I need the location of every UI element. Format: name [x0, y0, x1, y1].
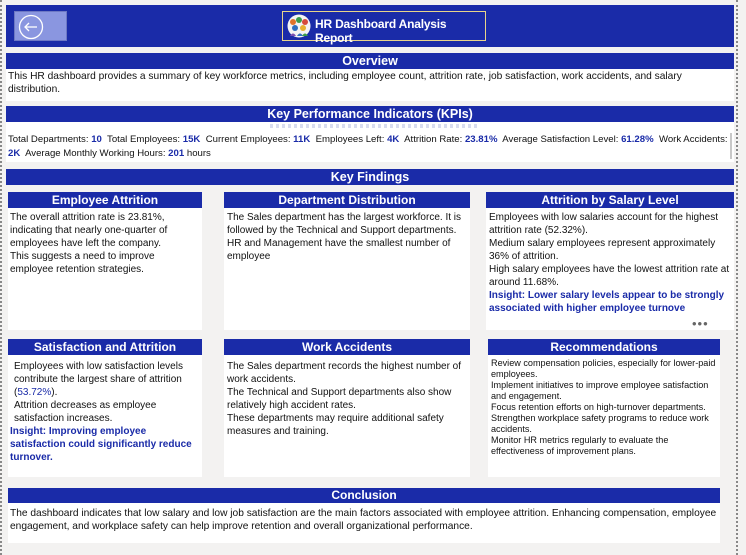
insight-text: Insight: Lower salary levels appear to be strongly associated with higher employee turnove [489, 290, 725, 314]
card-paragraph: Employees with low salaries account for the highest attrition rate (52.32%). [489, 212, 719, 236]
card-paragraph: The Sales department has the largest workforce. It is followed by the Technical and Support departments. [227, 212, 461, 236]
kpi-label: Attrition Rate: [404, 134, 463, 145]
overview-heading: Overview [6, 53, 734, 69]
card-paragraph: These departments may require additional safety measures and training. [227, 413, 444, 437]
card-body [227, 211, 467, 263]
kpi-heading: Key Performance Indicators (KPIs) [6, 106, 734, 122]
kpi-label: Employees Left: [315, 134, 385, 145]
kpi-value: 201 [168, 148, 185, 159]
card-department-distribution [224, 192, 470, 330]
recommendation-item: Review compensation policies, especially for lower-paid employees. [491, 358, 716, 379]
card-body [227, 360, 469, 438]
back-button[interactable] [14, 11, 67, 41]
card-title: Employee Attrition [8, 192, 202, 208]
kpi-value: 2K [8, 148, 21, 159]
card-body [10, 360, 200, 464]
card-paragraph: This suggests a need to improve employee retention strategies. [10, 251, 155, 275]
header-bar [6, 5, 734, 47]
overview-text: This HR dashboard provides a summary of key workforce metrics, including employee count, attrition rate, job satisfaction, work accidents, and salary distribution. [8, 71, 682, 95]
card-paragraph: The overall attrition rate is 23.81%, indicating that nearly one-quarter of employees have left the company. [10, 212, 168, 249]
kpi-scrollbar[interactable] [730, 133, 732, 159]
card-body [491, 358, 717, 457]
kpi-value: 4K [387, 134, 400, 145]
card-title: Recommendations [488, 339, 720, 355]
kpi-value: 10 [91, 134, 102, 145]
card-paragraph: HR and Management have the smallest number of employee [227, 238, 451, 262]
findings-heading: Key Findings [6, 169, 734, 185]
report-title-box [282, 11, 486, 45]
kpi-value: 23.81% [464, 134, 498, 145]
card-paragraph: The Technical and Support departments also show relatively high accident rates. [227, 387, 452, 411]
conclusion-heading: Conclusion [8, 488, 720, 503]
recommendation-item: Focus retention efforts on high-turnover departments. [491, 402, 706, 412]
kpi-value: 15K [182, 134, 201, 145]
card-paragraph [10, 360, 200, 399]
text-segment: Employees with low satisfaction levels contribute the largest share of attrition ( [14, 361, 183, 398]
conclusion-text: The dashboard indicates that low salary and low job satisfaction are the main factors associated with employee attrition. Enhancing compensation, employee engagement, and workplace safety can help improve retention and overall organizational performance. [10, 508, 717, 532]
kpi-label: Total Employees: [107, 134, 181, 145]
card-title: Attrition by Salary Level [486, 192, 734, 208]
card-paragraph: High salary employees have the lowest attrition rate at around 11.68%. [489, 264, 730, 288]
card-attrition-salary [486, 192, 734, 330]
text-segment: ). [51, 387, 58, 398]
card-title: Department Distribution [224, 192, 470, 208]
card-paragraph: Medium salary employees represent approximately 36% of attrition. [489, 238, 716, 262]
more-options-icon[interactable]: ••• [692, 316, 709, 331]
kpi-label: Work Accidents: [658, 134, 728, 145]
kpi-suffix: hours [186, 148, 211, 159]
kpi-value: 61.28% [621, 134, 654, 145]
recommendation-item: Implement initiatives to improve employee satisfaction and engagement. [491, 380, 709, 401]
card-work-accidents [224, 339, 470, 477]
report-title: HR Dashboard Analysis Report [315, 17, 447, 45]
recommendation-item: Monitor HR metrics regularly to evaluate the effectiveness of improvement plans. [491, 435, 669, 456]
kpi-label: Current Employees: [205, 134, 291, 145]
kpi-value: 11K [293, 134, 311, 145]
card-body [489, 211, 733, 315]
card-recommendations [488, 339, 720, 477]
team-people-icon [286, 14, 312, 38]
kpi-label: Average Satisfaction Level: [502, 134, 619, 145]
highlight-value: 53.72% [17, 387, 52, 398]
card-paragraph: The Sales department records the highest number of work accidents. [227, 361, 462, 385]
kpi-label: Average Monthly Working Hours: [25, 148, 166, 159]
card-satisfaction-attrition [8, 339, 202, 477]
card-title: Work Accidents [224, 339, 470, 355]
kpi-divider [270, 124, 480, 128]
kpi-label: Total Departments: [8, 134, 89, 145]
recommendation-item: Strengthen workplace safety programs to reduce work accidents. [491, 413, 709, 434]
card-employee-attrition [8, 192, 202, 330]
card-paragraph: Attrition decreases as employee satisfaction increases. [14, 400, 157, 424]
card-body [10, 211, 198, 276]
insight-text: Insight: Improving employee satisfaction could significantly reduce turnover. [10, 426, 192, 463]
back-arrow-icon [17, 13, 45, 41]
card-title: Satisfaction and Attrition [8, 339, 202, 355]
kpi-list [8, 133, 728, 161]
